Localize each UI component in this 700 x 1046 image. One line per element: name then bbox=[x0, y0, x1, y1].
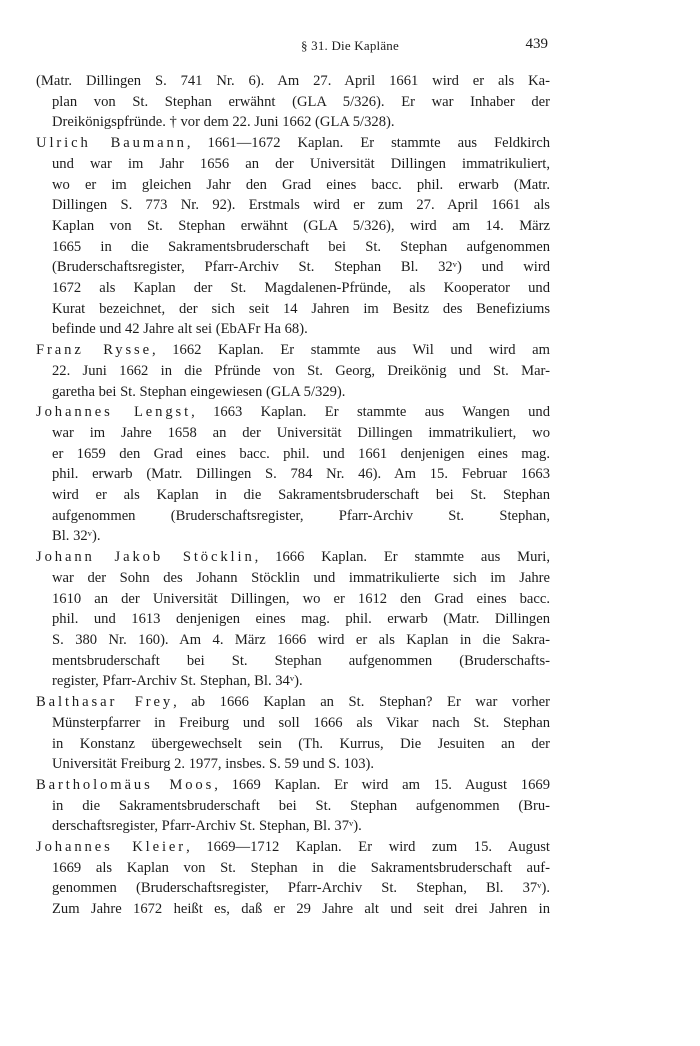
line-text: er 1659 den Grad eines bacc. phil. und 1661 denjenigen eines mag. bbox=[52, 445, 550, 462]
line-text: register, Pfarr-Archiv St. Stephan, Bl. 34ᵛ). bbox=[52, 673, 303, 690]
line-text: mentsbruderschaft bei St. Stephan aufgenommen (Bruderschafts- bbox=[52, 652, 550, 669]
entry bbox=[36, 547, 550, 692]
text-line bbox=[36, 133, 550, 154]
text-line bbox=[36, 464, 550, 485]
line-text: 1665 in die Sakramentsbruderschaft bei St. Stephan aufgenommen bbox=[52, 238, 550, 255]
line-text: Dreikönigspfründe. † vor dem 22. Juni 1662 (GLA 5/328). bbox=[52, 114, 395, 131]
line-text: Bl. 32ᵛ). bbox=[52, 528, 101, 545]
text-line bbox=[36, 444, 550, 465]
text-line bbox=[36, 195, 550, 216]
line-text: und war im Jahr 1656 an der Universität Dillingen immatrikuliert, bbox=[52, 155, 550, 172]
text-line bbox=[36, 71, 550, 92]
text-line bbox=[36, 278, 550, 299]
text-line bbox=[36, 257, 550, 278]
line-text: wo er im gleichen Jahr den Grad eines bacc. phil. erwarb (Matr. bbox=[52, 176, 550, 193]
text-line bbox=[36, 382, 550, 403]
line-text: genommen (Bruderschaftsregister, Pfarr-Archiv St. Stephan, Bl. 37ᵛ). bbox=[52, 880, 550, 897]
line-text: Kurat bezeichnet, der sich seit 14 Jahren im Besitz des Benefiziums bbox=[52, 300, 550, 317]
line-text: wird er als Kaplan in die Sakramentsbruderschaft bei St. Stephan bbox=[52, 487, 550, 504]
text-line bbox=[36, 340, 550, 361]
line-text: Zum Jahre 1672 heißt es, daß er 29 Jahre alt und seit drei Jahren in bbox=[52, 901, 550, 918]
person-name: Johannes Lengst bbox=[36, 404, 192, 421]
line-text: 1672 als Kaplan der St. Magdalenen-Pfründe, als Kooperator und bbox=[52, 280, 550, 297]
line-text: 1610 an der Universität Dillingen, wo er 1612 den Grad eines bacc. bbox=[52, 590, 550, 607]
text-line bbox=[36, 754, 550, 775]
entry bbox=[36, 402, 550, 547]
line-text: war der Sohn des Johann Stöcklin und immatrikulierte sich im Jahre bbox=[52, 569, 550, 586]
entry bbox=[36, 340, 550, 402]
line-text: (Matr. Dillingen S. 741 Nr. 6). Am 27. April 1661 wird er als Ka- bbox=[36, 73, 550, 89]
line-text: aufgenommen (Bruderschaftsregister, Pfarr-Archiv St. Stephan, bbox=[52, 507, 550, 524]
text-line bbox=[36, 319, 550, 340]
text-line bbox=[36, 734, 550, 755]
text-line bbox=[36, 878, 550, 899]
text-line bbox=[36, 671, 550, 692]
line-text: Münsterpfarrer in Freiburg und soll 1666 als Vikar nach St. Stephan bbox=[52, 714, 550, 731]
line-text: war im Jahre 1658 an der Universität Dillingen immatrikuliert, wo bbox=[52, 424, 550, 441]
running-title: § 31. Die Kapläne bbox=[301, 38, 399, 53]
text-line bbox=[36, 526, 550, 547]
line-text: Dillingen S. 773 Nr. 92). Erstmals wird er zum 27. April 1661 als bbox=[52, 197, 550, 214]
text-line bbox=[36, 92, 550, 113]
line-text: plan von St. Stephan erwähnt (GLA 5/326). Er war Inhaber der bbox=[52, 93, 550, 110]
text-line bbox=[36, 112, 550, 133]
text-line bbox=[36, 713, 550, 734]
text-line bbox=[36, 630, 550, 651]
line-text: Universität Freiburg 2. 1977, insbes. S. 59 und S. 103). bbox=[52, 756, 375, 773]
text-line bbox=[36, 547, 550, 568]
text-line bbox=[36, 837, 550, 858]
line-text: , 1669—1712 Kaplan. Er wird zum 15. August bbox=[186, 839, 550, 856]
person-name: Franz Rysse bbox=[36, 342, 152, 359]
text-line bbox=[36, 299, 550, 320]
text-line bbox=[36, 568, 550, 589]
text-line bbox=[36, 402, 550, 423]
text-line bbox=[36, 816, 550, 837]
entry bbox=[36, 775, 550, 837]
entry bbox=[36, 71, 550, 133]
entry bbox=[36, 133, 550, 340]
text-line bbox=[36, 899, 550, 920]
line-text: in Konstanz übergewechselt sein (Th. Kurrus, Die Jesuiten an der bbox=[52, 735, 550, 752]
line-text: derschaftsregister, Pfarr-Archiv St. Stephan, Bl. 37ᵛ). bbox=[52, 818, 362, 835]
person-name: Ulrich Baumann bbox=[36, 135, 187, 152]
line-text: Kaplan von St. Stephan erwähnt (GLA 5/326), wird am 14. März bbox=[52, 217, 550, 234]
page-number: 439 bbox=[525, 36, 548, 52]
text-line bbox=[36, 175, 550, 196]
person-name: Johann Jakob Stöcklin bbox=[36, 549, 255, 566]
text-line bbox=[36, 796, 550, 817]
line-text: , 1669 Kaplan. Er wird am 15. August 1669 bbox=[214, 776, 550, 793]
text-line bbox=[36, 423, 550, 444]
line-text: , 1661—1672 Kaplan. Er stammte aus Feldkirch bbox=[186, 135, 550, 152]
line-text: 1669 als Kaplan von St. Stephan in die Sakramentsbruderschaft auf- bbox=[52, 859, 550, 876]
text-line bbox=[36, 237, 550, 258]
running-head bbox=[0, 34, 700, 58]
line-text: garetha bei St. Stephan eingewiesen (GLA 5/329). bbox=[52, 383, 346, 400]
line-text: , ab 1666 Kaplan an St. Stephan? Er war vorher bbox=[173, 694, 550, 711]
text-line bbox=[36, 692, 550, 713]
text-line bbox=[36, 485, 550, 506]
line-text: phil. und 1613 denjenigen eines mag. phil. erwarb (Matr. Dillingen bbox=[52, 611, 550, 628]
line-text: phil. erwarb (Matr. Dillingen S. 784 Nr. 46). Am 15. Februar 1663 bbox=[52, 466, 550, 483]
person-name: Bartholomäus Moos bbox=[36, 776, 215, 793]
line-text: (Bruderschaftsregister, Pfarr-Archiv St. Stephan Bl. 32ᵛ) und wird bbox=[52, 259, 550, 276]
person-name: Balthasar Frey bbox=[36, 694, 174, 711]
text-line bbox=[36, 775, 550, 796]
line-text: befinde und 42 Jahre alt sei (EbAFr Ha 68). bbox=[52, 321, 308, 338]
text-line bbox=[36, 858, 550, 879]
entry bbox=[36, 837, 550, 920]
line-text: , 1663 Kaplan. Er stammte aus Wangen und bbox=[191, 404, 551, 421]
text-line bbox=[36, 154, 550, 175]
text-line bbox=[36, 609, 550, 630]
line-text: S. 380 Nr. 160). Am 4. März 1666 wird er als Kaplan in die Sakra- bbox=[52, 631, 550, 648]
text-line bbox=[36, 216, 550, 237]
line-text: in die Sakramentsbruderschaft bei St. Stephan aufgenommen (Bru- bbox=[52, 797, 550, 814]
line-text: 22. Juni 1662 in die Pfründe von St. Georg, Dreikönig und St. Mar- bbox=[52, 362, 550, 379]
text-line bbox=[36, 651, 550, 672]
text-line bbox=[36, 361, 550, 382]
body-text bbox=[36, 71, 550, 920]
line-text: , 1666 Kaplan. Er stammte aus Muri, bbox=[254, 549, 550, 566]
line-text: , 1662 Kaplan. Er stammte aus Wil und wird am bbox=[152, 342, 550, 359]
entry bbox=[36, 692, 550, 775]
text-line bbox=[36, 589, 550, 610]
text-line bbox=[36, 506, 550, 527]
person-name: Johannes Kleier bbox=[36, 839, 187, 856]
